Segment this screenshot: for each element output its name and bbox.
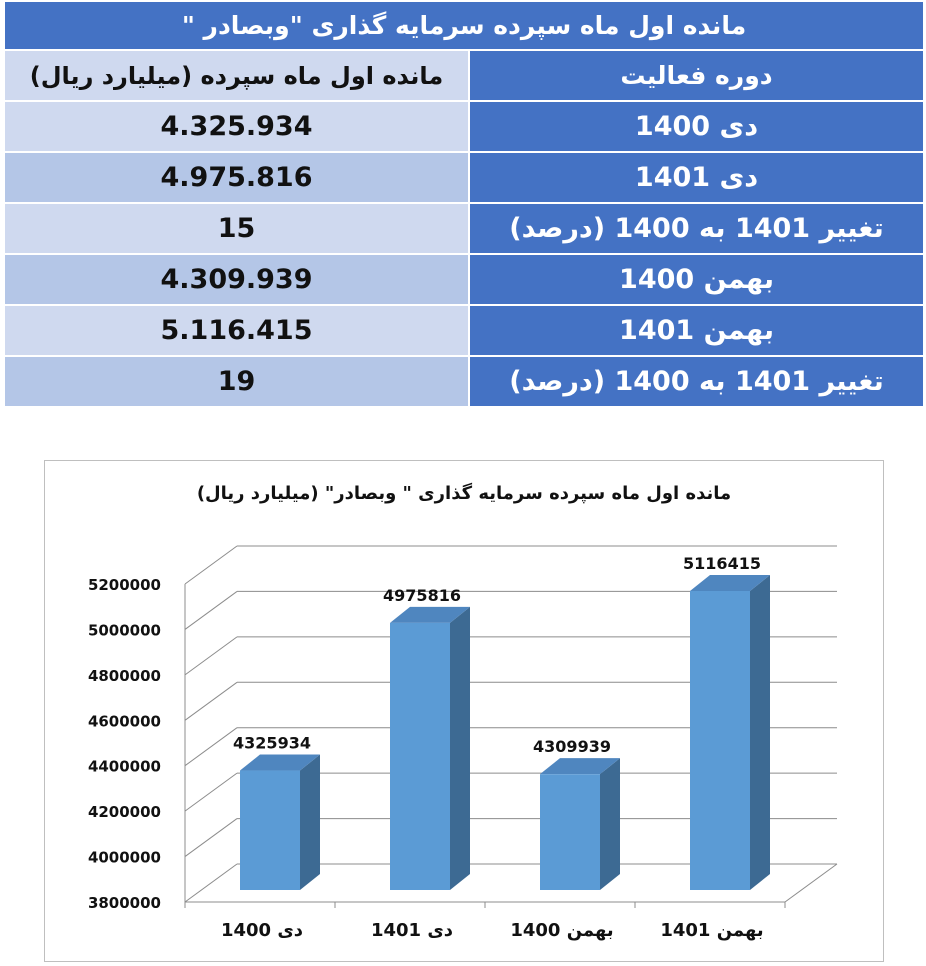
table-row — [5, 153, 923, 204]
row-value: 4.325.934 — [5, 102, 470, 151]
header-label: دوره فعالیت — [470, 51, 923, 100]
bar — [540, 774, 600, 890]
bar-chart — [45, 461, 885, 963]
row-label: دی 1400 — [470, 102, 923, 151]
gridline-side — [185, 637, 237, 675]
floor-edge — [785, 864, 837, 902]
gridline-side — [185, 728, 237, 766]
header-value: مانده اول ماه سپرده (میلیارد ریال) — [5, 51, 470, 100]
y-tick-label: 4600000 — [87, 712, 161, 731]
bar — [240, 771, 300, 890]
y-tick-label: 3800000 — [87, 894, 161, 912]
y-tick-label: 5000000 — [87, 621, 161, 640]
data-label: 4975816 — [383, 585, 461, 605]
x-tick-label: دی 1401 — [370, 920, 454, 941]
table-row — [5, 357, 923, 406]
table-title: مانده اول ماه سپرده سرمایه گذاری "وبصادر " — [5, 2, 923, 51]
row-value: 19 — [5, 357, 470, 406]
row-label: بهمن 1401 — [470, 306, 923, 355]
table-header-row — [5, 51, 923, 102]
row-label: بهمن 1400 — [470, 255, 923, 304]
bar — [690, 591, 750, 890]
y-tick-label: 4400000 — [87, 757, 161, 776]
bar-side — [750, 575, 770, 890]
bar-side — [600, 758, 620, 890]
bar — [390, 623, 450, 890]
x-tick-label: بهمن 1401 — [660, 920, 764, 941]
y-tick-label: 4000000 — [87, 848, 161, 867]
gridline-side — [185, 591, 237, 629]
chart-title: مانده اول ماه سپرده سرمایه گذاری " وبصادر" (میلیارد ریال) — [196, 483, 732, 504]
bar-side — [300, 755, 320, 890]
y-tick-label: 4200000 — [87, 803, 161, 822]
table-row — [5, 204, 923, 255]
gridline-side — [185, 819, 237, 857]
gridline-side — [185, 682, 237, 720]
row-value: 5.116.415 — [5, 306, 470, 355]
chart-container — [44, 460, 884, 962]
deposit-table — [5, 2, 923, 406]
y-tick-label: 4800000 — [87, 666, 161, 685]
table-row — [5, 102, 923, 153]
row-label: دی 1401 — [470, 153, 923, 202]
row-value: 15 — [5, 204, 470, 253]
data-label: 5116415 — [683, 553, 761, 573]
row-value: 4.975.816 — [5, 153, 470, 202]
bar-side — [450, 607, 470, 890]
x-tick-label: دی 1400 — [220, 920, 304, 941]
row-label: تغییر 1401 به 1400 (درصد) — [470, 204, 923, 253]
table-row — [5, 306, 923, 357]
data-label: 4309939 — [533, 737, 611, 757]
gridline-side — [185, 546, 237, 584]
gridline-side — [185, 864, 237, 902]
table-row — [5, 255, 923, 306]
y-tick-label: 5200000 — [87, 576, 161, 594]
data-label: 4325934 — [233, 733, 311, 753]
row-value: 4.309.939 — [5, 255, 470, 304]
gridline-side — [185, 773, 237, 811]
row-label: تغییر 1401 به 1400 (درصد) — [470, 357, 923, 406]
x-tick-label: بهمن 1400 — [510, 920, 614, 941]
